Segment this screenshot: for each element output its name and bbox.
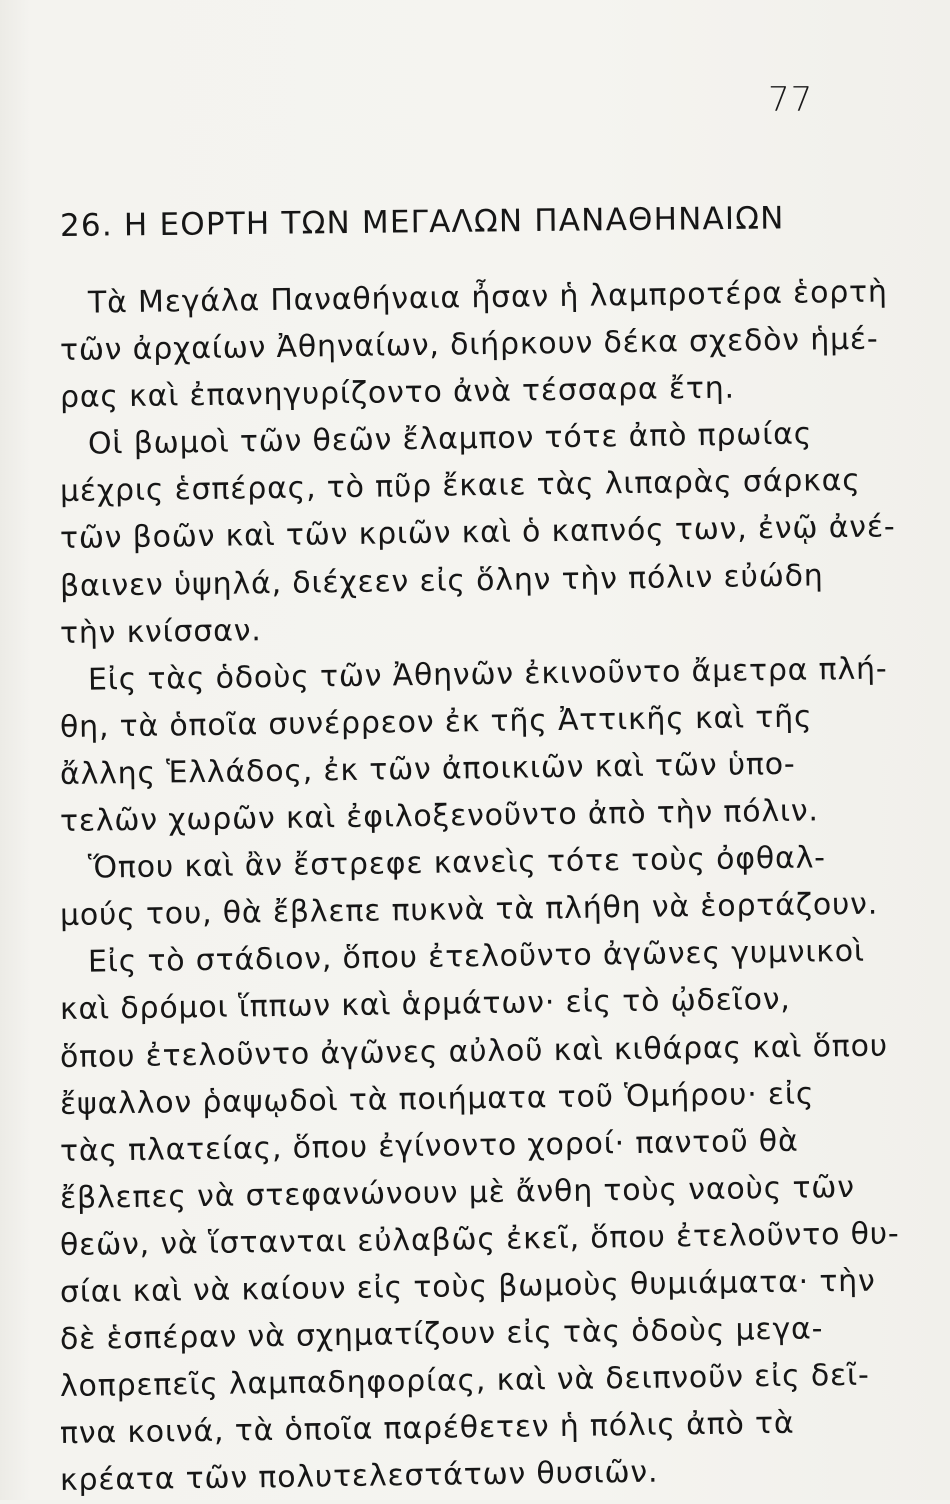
body-text: [59, 274, 900, 1504]
text-line: τελῶν χωρῶν καὶ ἐφιλοξενοῦντο ἀπὸ τὴν πόλιν.: [59, 793, 819, 840]
text-line: βαινεν ὑψηλά, διέχεεν εἰς ὅλην τὴν πόλιν εὐώδη: [59, 557, 824, 604]
text-line: σίαι καὶ νὰ καίουν εἰς τοὺς βωμοὺς θυμιάματα· τὴν: [59, 1263, 876, 1310]
text-line: Ὅπου καὶ ἂν ἔστρεφε κανεὶς τότε τοὺς ὀφθαλ-: [87, 840, 827, 886]
text-line: Οἱ βωμοὶ τῶν θεῶν ἔλαμπον τότε ἀπὸ πρωίας: [87, 416, 813, 462]
text-line: Εἰς τὸ στάδιον, ὅπου ἐτελοῦντο ἀγῶνες γυμνικοὶ: [87, 934, 866, 980]
text-line: μούς του, θὰ ἔβλεπε πυκνὰ τὰ πλήθη νὰ ἑορτάζουν.: [59, 886, 879, 934]
page-number: 77: [768, 80, 814, 120]
text-line: ὅπου ἐτελοῦντο ἀγῶνες αὐλοῦ καὶ κιθάρας καὶ ὅπου: [59, 1027, 889, 1075]
text-line: Εἰς τὰς ὁδοὺς τῶν Ἀθηνῶν ἐκινοῦντο ἄμετρα πλή-: [87, 651, 888, 698]
text-line: τῶν βοῶν καὶ τῶν κριῶν καὶ ὁ καπνός των, ἐνῷ ἀνέ-: [59, 509, 896, 557]
text-line: ἔβλεπες νὰ στεφανώνουν μὲ ἄνθη τοὺς ναοὺς τῶν: [59, 1169, 856, 1216]
text-line: δὲ ἑσπέραν νὰ σχηματίζουν εἰς τὰς ὁδοὺς μεγα-: [59, 1311, 824, 1358]
text-line: τὰς πλατείας, ὅπου ἐγίνοντο χοροί· παντοῦ θὰ: [59, 1123, 799, 1169]
text-line: πνα κοινά, τὰ ὁποῖα παρέθετεν ἡ πόλις ἀπὸ τὰ: [59, 1405, 795, 1452]
text-line: ἔψαλλον ῥαψῳδοὶ τὰ ποιήματα τοῦ Ὁμήρου· εἰς: [59, 1076, 815, 1122]
text-line: μέχρις ἑσπέρας, τὸ πῦρ ἔκαιε τὰς λιπαρὰς σάρκας: [59, 463, 861, 510]
text-line: θεῶν, νὰ ἵστανται εὐλαβῶς ἐκεῖ, ὅπου ἐτελοῦντο θυ-: [59, 1216, 900, 1263]
text-line: Τὰ Μεγάλα Παναθήναια ἦσαν ἡ λαμπροτέρα ἑορτὴ: [87, 274, 888, 321]
text-line: λοπρεπεῖς λαμπαδηφορίας, καὶ νὰ δειπνοῦν εἰς δεῖ-: [59, 1357, 870, 1405]
chapter-heading: 26. Η ΕΟΡΤΗ ΤΩΝ ΜΕΓΑΛΩΝ ΠΑΝΑΘΗΝΑΙΩΝ: [59, 200, 785, 244]
text-line: ἄλλης Ἑλλάδος, ἐκ τῶν ἀποικιῶν καὶ τῶν ὑπο-: [59, 746, 796, 792]
text-line: τὴν κνίσσαν.: [59, 612, 262, 651]
text-line: ρας καὶ ἐπανηγυρίζοντο ἀνὰ τέσσαρα ἔτη.: [59, 370, 736, 416]
text-line: θη, τὰ ὁποῖα συνέρρεον ἐκ τῆς Ἀττικῆς καὶ τῆς: [59, 699, 813, 745]
text-line: τῶν ἀρχαίων Ἀθηναίων, διήρκουν δέκα σχεδὸν ἡμέ-: [59, 321, 879, 369]
text-line: κρέατα τῶν πολυτελεστάτων θυσιῶν.: [59, 1454, 659, 1499]
text-line: καὶ δρόμοι ἵππων καὶ ἁρμάτων· εἰς τὸ ᾠδεῖον,: [59, 982, 791, 1028]
